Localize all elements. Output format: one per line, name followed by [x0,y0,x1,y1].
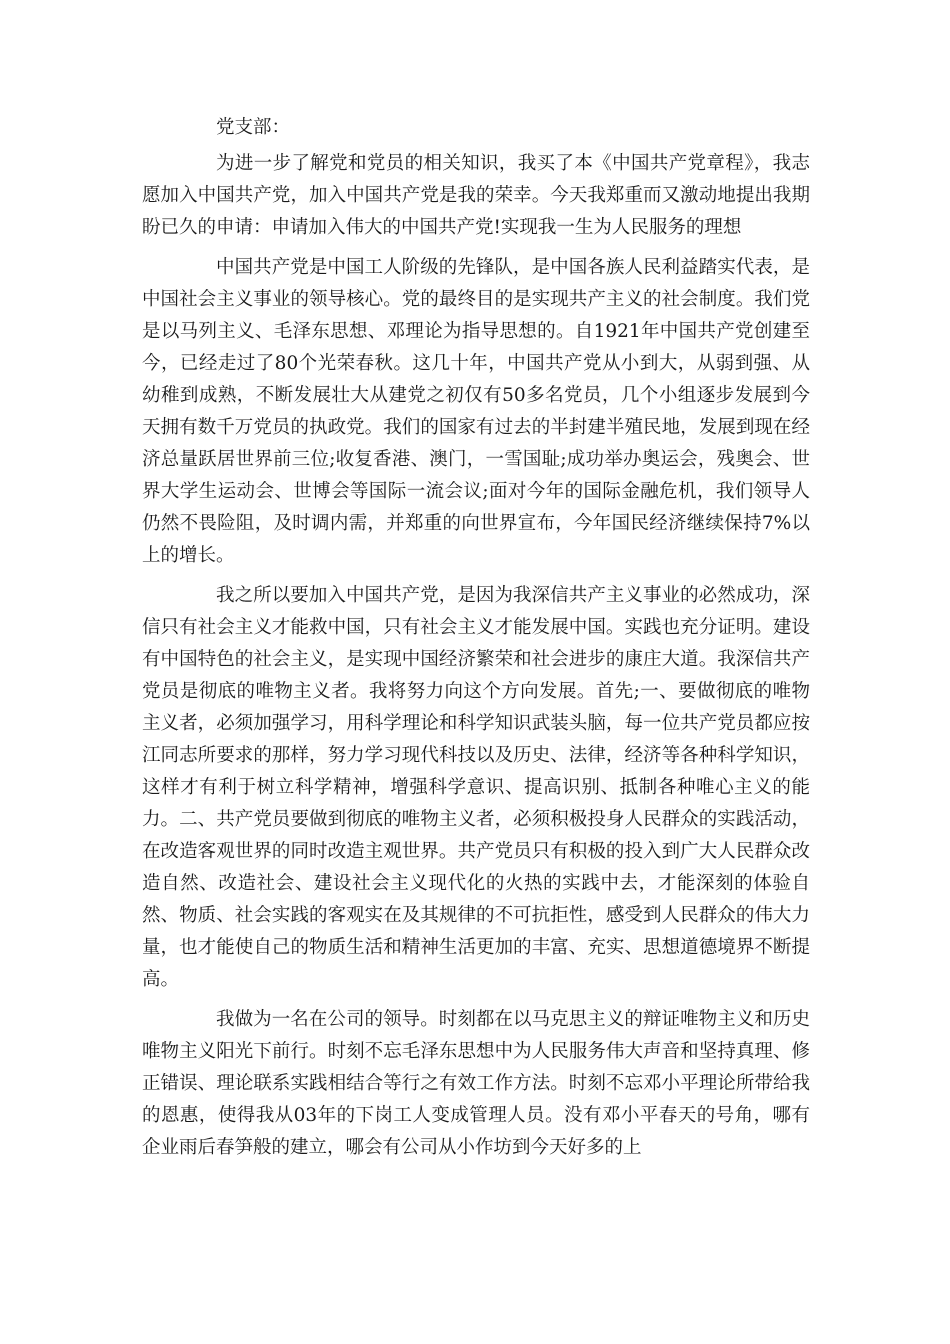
paragraph-party-history: 中国共产党是中国工人阶级的先锋队，是中国各族人民利益踏实代表，是中国社会主义事业的领导核心。党的最终目的是实现共产主义的社会制度。我们党是以马列主义、毛泽东思想、邓理论为指导思想的。自1921年中国共产党创建至今，已经走过了80个光荣春秋。这几十年，中国共产党从小到大，从弱到强、从幼稚到成熟，不断发展壮大从建党之初仅有50多名党员，几个小组逐步发展到今天拥有数千万党员的执政党。我们的国家有过去的半封建半殖民地，发展到现在经济总量跃居世界前三位;收复香港、澳门，一雪国耻;成功举办奥运会，残奥会、世界大学生运动会、世博会等国际一流会议;面对今年的国际金融危机，我们领导人仍然不畏险阻，及时调内需，并郑重的向世界宣布，今年国民经济继续保持7%以上的增长。 [142,257,810,566]
paragraph-intro: 为进一步了解党和党员的相关知识，我买了本《中国共产党章程》，我志愿加入中国共产党，加入中国共产党是我的荣幸。今天我郑重而又激动地提出我期盼已久的申请：申请加入伟大的中国共产党!实现我一生为人民服务的理想 [142,153,810,238]
paragraph-reasons: 我之所以要加入中国共产党，是因为我深信共产主义事业的必然成功，深信只有社会主义才能救中国，只有社会主义才能发展中国。实践也充分证明。建设有中国特色的社会主义，是实现中国经济繁荣和社会进步的康庄大道。我深信共产党员是彻底的唯物主义者。我将努力向这个方向发展。首先;一、要做彻底的唯物主义者，必须加强学习，用科学理论和科学知识武装头脑，每一位共产党员都应按江同志所要求的那样，努力学习现代科技以及历史、法律，经济等各种科学知识，这样才有利于树立科学精神，增强科学意识、提高识别、抵制各种唯心主义的能力。二、共产党员要做到彻底的唯物主义者，必须积极投身人民群众的实践活动，在改造客观世界的同时改造主观世界。共产党员只有积极的投入到广大人民群众改造自然、改造社会、建设社会主义现代化的火热的实践中去，才能深刻的体验自然、物质、社会实践的客观实在及其规律的不可抗拒性，感受到人民群众的伟大力量，也才能使自己的物质生活和精神生活更加的丰富、充实、思想道德境界不断提高。 [142,585,810,990]
salutation: 党支部： [216,117,291,138]
paragraph-personal: 我做为一名在公司的领导。时刻都在以马克思主义的辩证唯物主义和历史唯物主义阳光下前行。时刻不忘毛泽东思想中为人民服务伟大声音和坚持真理、修正错误、理论联系实践相结合等行之有效工作方法。时刻不忘邓小平理论所带给我的恩惠，使得我从03年的下岗工人变成管理人员。没有邓小平春天的号角，哪有企业雨后春笋般的建立，哪会有公司从小作坊到今天好多的上 [142,1009,810,1158]
document-body [142,112,810,1172]
